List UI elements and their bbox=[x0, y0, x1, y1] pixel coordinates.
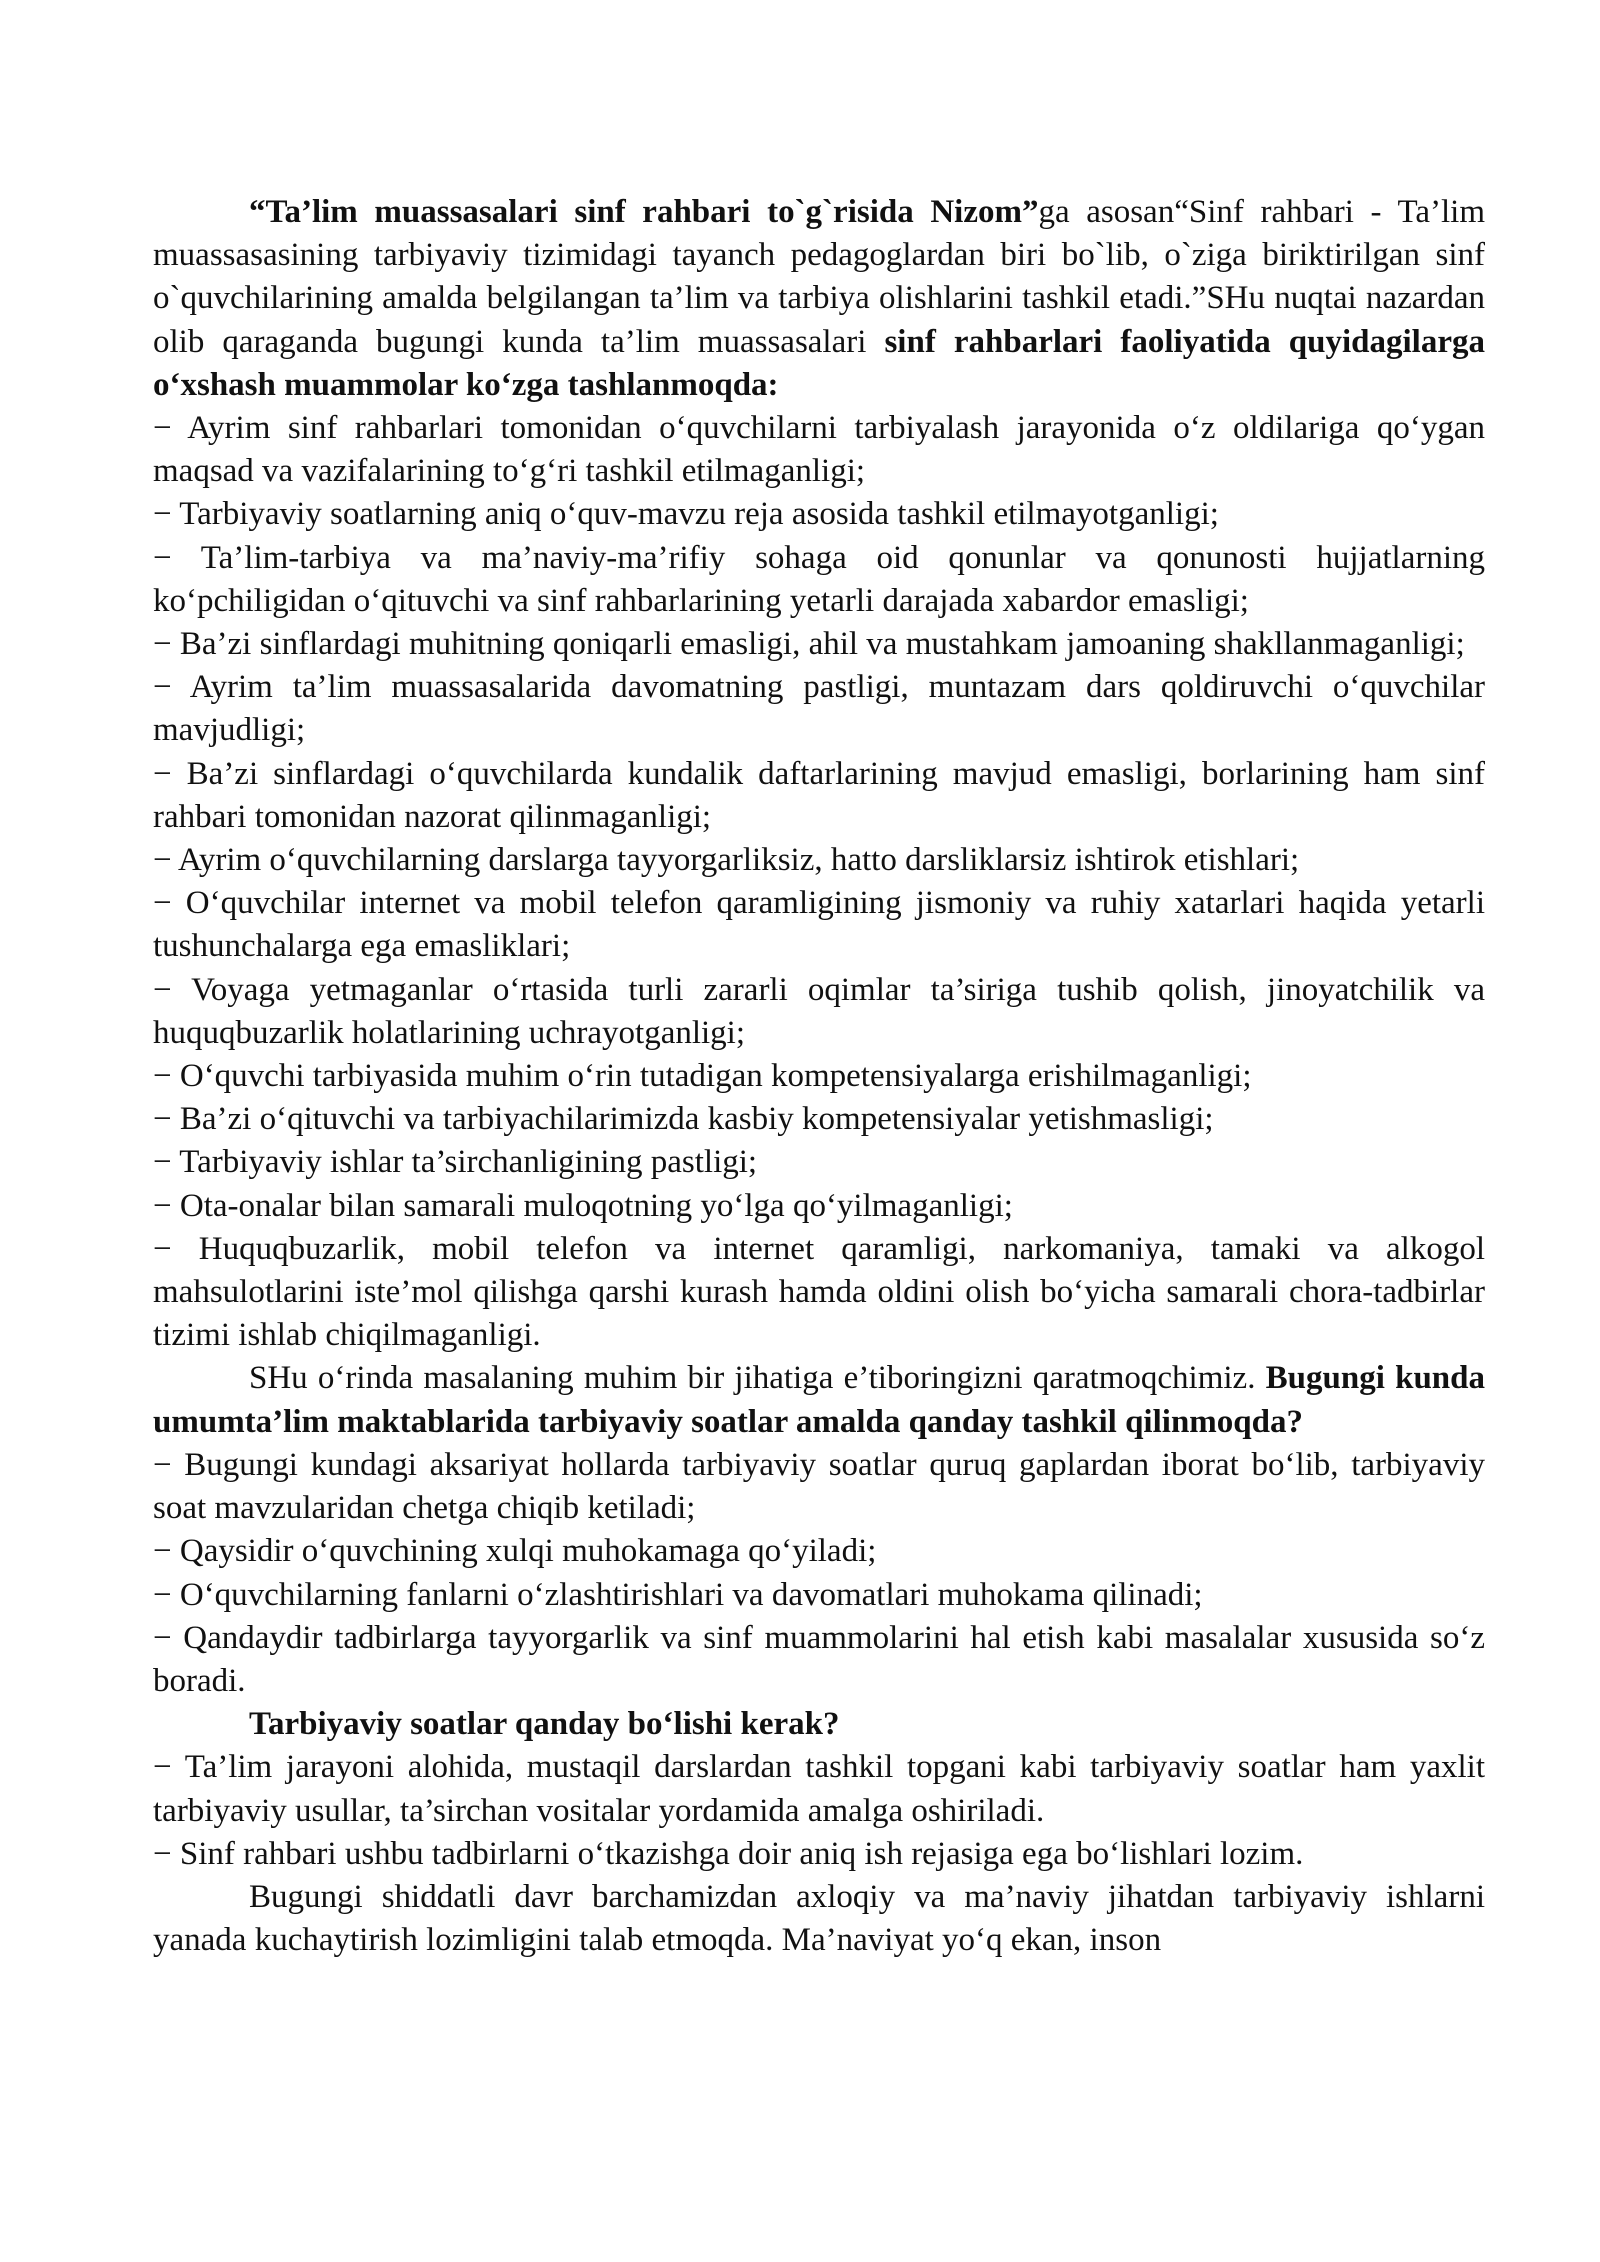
problem-item: − Ayrim o‘quvchilarning darslarga tayyorgarliksiz, hatto darsliklarsiz ishtirok etishlari; bbox=[153, 842, 1300, 879]
section3-heading: Tarbiyaviy soatlar qanday bo‘lishi kerak? bbox=[249, 1706, 840, 1743]
practice-item: − Qaysidir o‘quvchining xulqi muhokamaga qo‘yiladi; bbox=[153, 1533, 877, 1570]
section2-paragraph bbox=[153, 1357, 1485, 1443]
recommendations-list bbox=[153, 1746, 1485, 1876]
problem-item: − Voyaga yetmaganlar o‘rtasida turli zararli oqimlar ta’siriga tushib qolish, jinoyatchilik va huquqbuzarlik holatlarining uchrayotganligi; bbox=[153, 971, 1485, 1051]
problem-item: − O‘quvchilar internet va mobil telefon qaramligining jismoniy va ruhiy xatarlari haqida yetarli tushunchalarga ega emasliklari; bbox=[153, 885, 1485, 965]
problem-item: − Ba’zi sinflardagi o‘quvchilarda kundalik daftarlarining mavjud emasligi, borlarining ham sinf rahbari tomonidan nazorat qilinmaganligi; bbox=[153, 755, 1485, 835]
intro-text: ga asosan“Sinf rahbari - Ta’lim muassasasining tarbiyaviy tizimidagi tayanch pedagoglardan biri bo`lib, o`ziga biriktirilgan sinf o`quvchilarining amalda belgilangan ta’lim va tarbiya olishlarini tashkil etadi.”SHu nuqtai nazardan olib qaraganda bugungi kunda ta’lim muassasalari bbox=[153, 194, 1485, 360]
problem-item: − Ba’zi o‘qituvchi va tarbiyachilarimizda kasbiy kompetensiyalar yetishmasligi; bbox=[153, 1101, 1214, 1138]
document-page bbox=[153, 191, 1485, 1962]
problem-item: − O‘quvchi tarbiyasida muhim o‘rin tutadigan kompetensiyalarga erishilmaganligi; bbox=[153, 1058, 1252, 1095]
practice-item: − Bugungi kundagi aksariyat hollarda tarbiyaviy soatlar quruq gaplardan iborat bo‘lib, tarbiyaviy soat mavzularidan chetga chiqib ketiladi; bbox=[153, 1446, 1485, 1527]
problem-item: − Ota-onalar bilan samarali muloqotning yo‘lga qo‘yilmaganligi; bbox=[153, 1187, 1013, 1224]
section2-question: Bugungi kunda umumta’lim maktablarida tarbiyaviy soatlar amalda qanday tashkil qilinmoqda? bbox=[153, 1360, 1486, 1440]
problem-item: − Ta’lim-tarbiya va ma’naviy-ma’rifiy sohaga oid qonunlar va qonunosti hujjatlarning ko‘pchiligidan o‘qituvchi va sinf rahbarlarining yetarli darajada xabardor emasligi; bbox=[153, 539, 1485, 619]
problem-item: − Tarbiyaviy soatlarning aniq o‘quv-mavzu reja asosida tashkil etilmayotganligi; bbox=[153, 496, 1219, 533]
practice-item: − O‘quvchilarning fanlarni o‘zlashtirishlari va davomatlari muhokama qilinadi; bbox=[153, 1576, 1203, 1613]
problems-heading: sinf rahbarlari faoliyatida quyidagilarga o‘xshash muammolar ko‘zga tashlanmoqda: bbox=[153, 323, 1485, 403]
recommendation-item: − Sinf rahbari ushbu tadbirlarni o‘tkazishga doir aniq ish rejasiga ega bo‘lishlari lozim. bbox=[153, 1835, 1304, 1872]
problem-item: − Huquqbuzarlik, mobil telefon va internet qaramligi, narkomaniya, tamaki va alkogol mahsulotlarini iste’mol qilishga qarshi kurash hamda oldini olish bo‘yicha samarali chora-tadbirlar tizimi ishlab chiqilmaganligi. bbox=[153, 1230, 1485, 1354]
problem-item: − Ba’zi sinflardagi muhitning qoniqarli emasligi, ahil va mustahkam jamoaning shakllanmaganligi; bbox=[153, 626, 1465, 663]
closing-paragraph: Bugungi shiddatli davr barchamizdan axloqiy va ma’naviy jihatdan tarbiyaviy ishlarni yanada kuchaytirish lozimligini talab etmoqda. Ma’naviyat yo‘q ekan, inson bbox=[153, 1878, 1485, 1959]
intro-paragraph bbox=[153, 191, 1485, 407]
current-practice-list bbox=[153, 1444, 1485, 1703]
problems-list bbox=[153, 407, 1485, 1357]
problem-item: − Tarbiyaviy ishlar ta’sirchanligining pastligi; bbox=[153, 1144, 758, 1181]
nizom-title: “Ta’lim muassasalari sinf rahbari to`g`risida Nizom” bbox=[249, 194, 1039, 230]
section2-lead: SHu o‘rinda masalaning muhim bir jihatiga e’tiboringizni qaratmoqchimiz. bbox=[249, 1360, 1266, 1397]
recommendation-item: − Ta’lim jarayoni alohida, mustaqil darslardan tashkil topgani kabi tarbiyaviy soatlar ham yaxlit tarbiyaviy usullar, ta’sirchan vositalar yordamida amalga oshiriladi. bbox=[153, 1749, 1485, 1829]
problem-item: − Ayrim ta’lim muassasalarida davomatning pastligi, muntazam dars qoldiruvchi o‘quvchilar mavjudligi; bbox=[153, 669, 1485, 749]
practice-item: − Qandaydir tadbirlarga tayyorgarlik va sinf muammolarini hal etish kabi masalalar xususida so‘z boradi. bbox=[153, 1619, 1485, 1699]
problem-item: − Ayrim sinf rahbarlari tomonidan o‘quvchilarni tarbiyalash jarayonida o‘z oldilariga qo‘ygan maqsad va vazifalarining to‘g‘ri tashkil etilmaganligi; bbox=[153, 410, 1485, 490]
